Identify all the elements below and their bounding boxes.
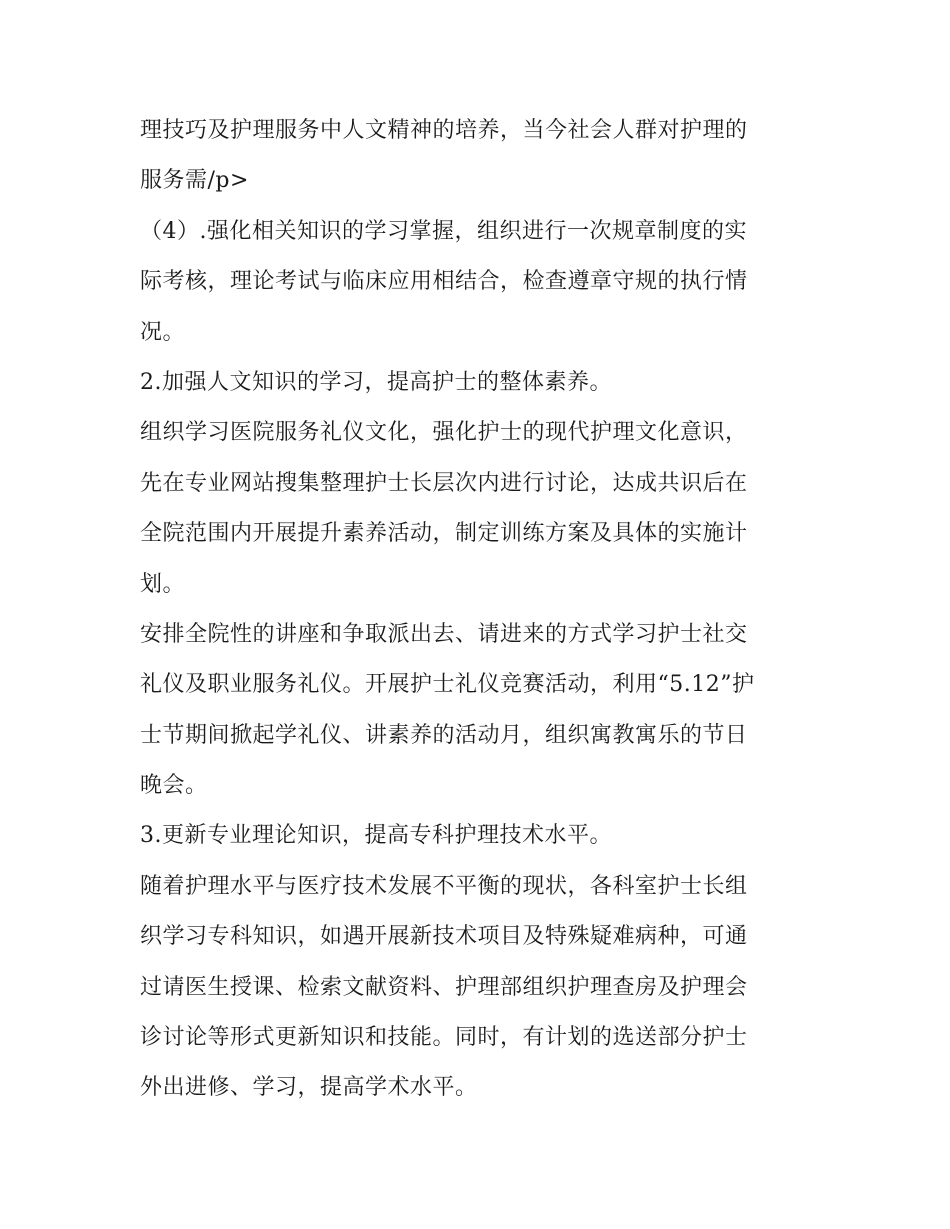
- text-line: 诊讨论等形式更新知识和技能。同时，有计划的选送部分护士: [140, 1025, 748, 1051]
- text-line: 过请医生授课、检索文献资料、护理部组织护理查房及护理会: [140, 974, 748, 1000]
- text-line: 安排全院性的讲座和争取派出去、请进来的方式学习护士社交: [140, 621, 748, 647]
- section-heading: 3.更新专业理论知识，提高专科护理技术水平。: [140, 823, 612, 849]
- text-line: 理技巧及护理服务中人文精神的培养，当今社会人群对护理的: [140, 118, 748, 143]
- text-line: 况。: [140, 319, 186, 345]
- text-line: 划。: [140, 571, 186, 597]
- text-line: 士节期间掀起学礼仪、讲素养的活动月，组织寓教寓乐的节日: [140, 722, 748, 748]
- text-line: 织学习专科知识，如遇开展新技术项目及特殊疑难病种，可通: [140, 924, 748, 950]
- text-line: 服务需/p>: [140, 168, 249, 194]
- document-body: [140, 106, 820, 1114]
- text-line: 礼仪及职业服务礼仪。开展护士礼仪竞赛活动，利用“5.12”护: [140, 672, 755, 698]
- section-heading: 2.加强人文知识的学习，提高护士的整体素养。: [140, 369, 612, 395]
- text-line: 先在专业网站搜集整理护士长层次内进行讨论，达成共识后在: [140, 470, 748, 496]
- text-line: 外出进修、学习，提高学术水平。: [140, 1075, 478, 1101]
- text-line: 全院范围内开展提升素养活动，制定训练方案及具体的实施计: [140, 521, 748, 547]
- text-line: 晚会。: [140, 773, 208, 799]
- text-line: 组织学习医院服务礼仪文化，强化护士的现代护理文化意识，: [140, 420, 748, 446]
- text-line: （4）.强化相关知识的学习掌握，组织进行一次规章制度的实: [140, 218, 747, 244]
- text-line: 际考核，理论考试与临床应用相结合，检查遵章守规的执行情: [140, 269, 748, 295]
- text-line: 随着护理水平与医疗技术发展不平衡的现状，各科室护士长组: [140, 873, 748, 899]
